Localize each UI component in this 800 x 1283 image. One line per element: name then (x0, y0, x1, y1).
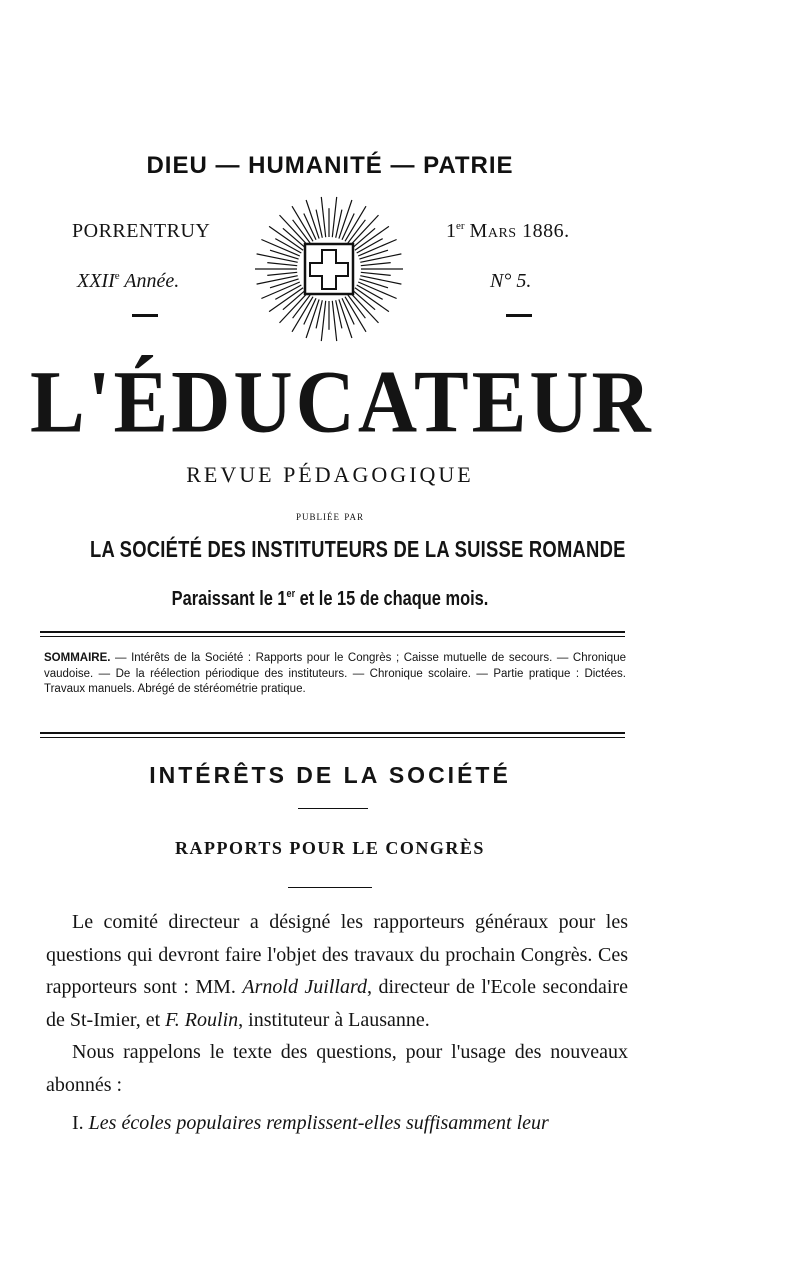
sunburst-ray (321, 197, 325, 237)
left-dash-ornament (132, 314, 158, 317)
sunburst-ray (267, 263, 297, 266)
sunburst-ray (257, 254, 298, 262)
issue-date (446, 220, 570, 243)
double-rule-bottom-thin (40, 737, 625, 738)
double-rule-bottom (40, 732, 625, 734)
frequency-start: Paraissant le 1 (171, 588, 287, 610)
sunburst-ray (280, 215, 308, 245)
sunburst-ray (267, 272, 297, 275)
year-word: Année. (119, 270, 180, 292)
paragraph-1-text-3: , instituteur à Lausanne. (238, 1008, 430, 1031)
published-by: publiée par (296, 508, 364, 523)
rapporteur-name-1: Arnold Juillard (242, 976, 367, 998)
section-title: INTÉRÊTS DE LA SOCIÉTÉ (149, 762, 511, 788)
sunburst-ray (350, 215, 378, 245)
date-day: 1 (446, 220, 456, 242)
sunburst-ray (269, 226, 303, 250)
volume-year (77, 270, 179, 293)
date-month-year: Mars 1886. (469, 220, 570, 242)
right-dash-ornament (506, 314, 532, 317)
issue-number: N° 5. (490, 270, 532, 292)
double-rule-top (40, 631, 625, 633)
summary-label: SOMMAIRE. (44, 652, 111, 664)
sunburst-ray (332, 301, 336, 341)
journal-subtitle: REVUE PÉDAGOGIQUE (186, 462, 474, 487)
question-1-number: I. (72, 1112, 89, 1134)
sunburst-ray (321, 301, 325, 341)
table-of-contents (44, 651, 626, 698)
summary-text: — Intérêts de la Société : Rapports pour le Congrès ; Caisse mutuelle de secours. — Chronique vaudoise. — De la réélection périodique des instituteurs. — Chronique scolaire. — Partie pratique : Dictées. Travaux manuels. Abrégé de stéréométrie pratique. (44, 652, 626, 695)
sunburst-ray (360, 254, 401, 262)
sunburst-ray (280, 293, 308, 323)
sunburst-ray (355, 226, 389, 250)
sunburst-ray (257, 276, 298, 284)
publisher-society: LA SOCIÉTÉ DES INSTITUTEURS DE LA SUISSE ROMANDE (90, 536, 626, 562)
sunburst-ray (355, 288, 389, 312)
section-divider (298, 808, 368, 809)
motto: DIEU — HUMANITÉ — PATRIE (146, 152, 514, 179)
article-body (46, 906, 628, 1140)
question-1 (46, 1107, 628, 1140)
sunburst-ray (360, 276, 401, 284)
year-suffix: e (114, 270, 120, 282)
sunburst-ray (361, 263, 391, 266)
frequency-suffix: er (286, 588, 296, 600)
sunburst-ray (332, 197, 336, 237)
date-day-suffix: er (456, 220, 465, 232)
double-rule-top-thin (40, 636, 625, 637)
swiss-cross-sunburst-icon (248, 196, 410, 346)
paragraph-1-text: Le comité directeur a désigné les rapporteurs généraux pour les questions qui devront faire l'objet des travaux du prochain Congrès. Ces rapporteurs sont : MM. (46, 911, 628, 998)
rapporteur-name-2: F. Roulin (165, 1008, 239, 1031)
publication-frequency (84, 588, 576, 611)
subsection-title: RAPPORTS POUR LE CONGRÈS (175, 838, 485, 858)
subsection-divider (288, 887, 372, 888)
place-of-publication: PORRENTRUY (72, 220, 211, 242)
paragraph-1-text-2: , directeur de l'Ecole secondaire de St-Imier, et (46, 976, 628, 1031)
paragraph-1 (46, 906, 628, 1036)
sunburst-ray (361, 272, 391, 275)
paragraph-2: Nous rappelons le texte des questions, pour l'usage des nouveaux abonnés : (46, 1041, 628, 1096)
year-roman: XXII (77, 270, 115, 292)
frequency-end: et le 15 de chaque mois. (295, 588, 489, 610)
sunburst-ray (350, 293, 378, 323)
sunburst-ray (269, 288, 303, 312)
journal-title: L'ÉDUCATEUR (30, 352, 654, 451)
question-1-text: Les écoles populaires remplissent-elles suffisamment leur (88, 1112, 549, 1134)
